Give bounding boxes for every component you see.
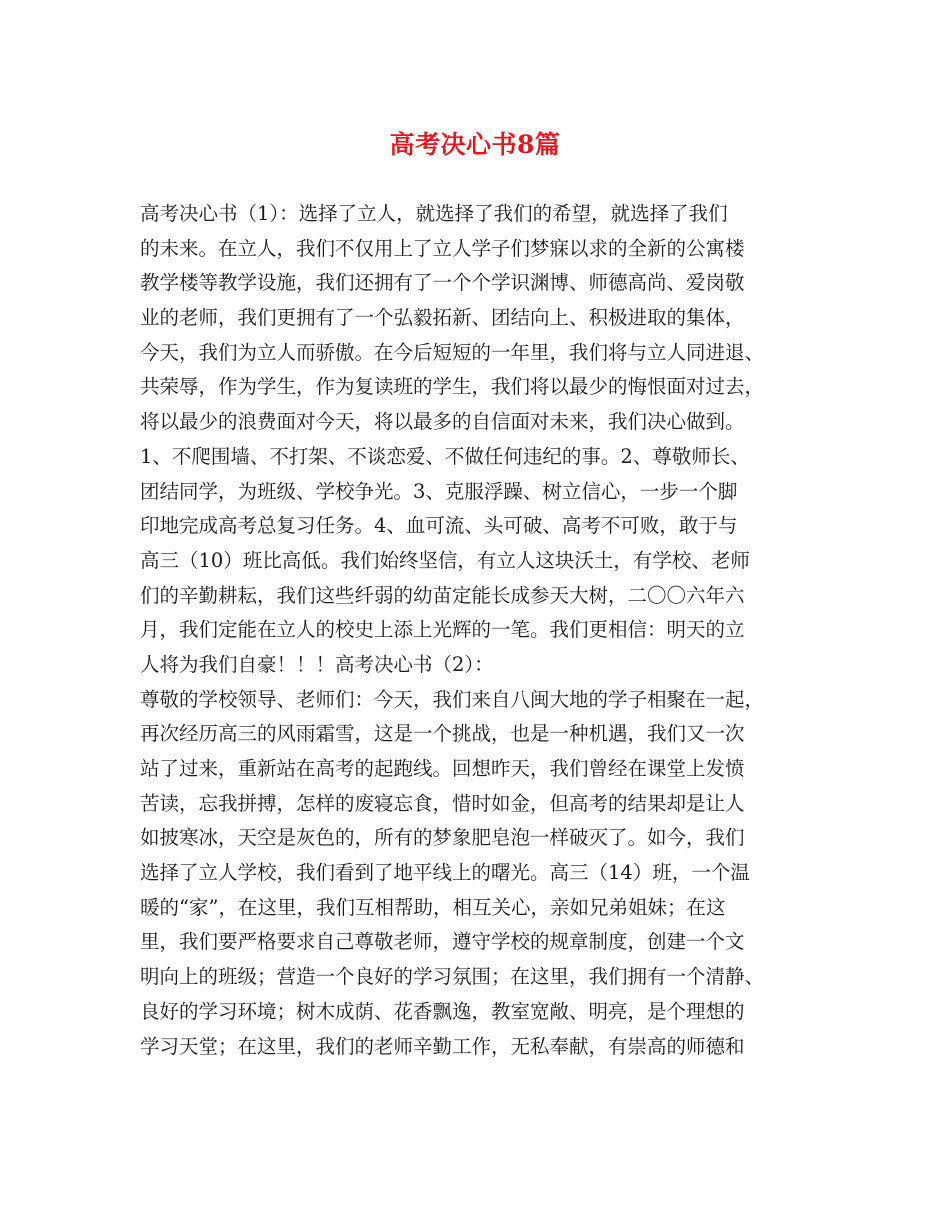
text-line: 的未来。在立人，我们不仅用上了立人学子们梦寐以求的全新的公寓楼	[140, 236, 745, 260]
document-title: 高考决心书8篇	[389, 130, 561, 159]
text-line: 共荣辱，作为学生，作为复读班的学生，我们将以最少的悔恨面对过去，	[140, 375, 765, 399]
text-line: 业的老师，我们更拥有了一个弘毅拓新、团结向上、积极进取的集体，	[140, 306, 745, 330]
text-line: 印地完成高考总复习任务。4、血可流、头可破、高考不可败，敢于与	[140, 514, 738, 538]
text-line: 良好的学习环境；树木成荫、花香飘逸，教室宽敞、明亮，是个理想的	[140, 999, 745, 1023]
text-line: 学习天堂；在这里，我们的老师辛勤工作，无私奉献，有崇高的师德和	[140, 1034, 745, 1058]
text-line: 暖的“家”，在这里，我们互相帮助，相互关心，亲如兄弟姐妹；在这	[140, 895, 726, 919]
text-line: 里，我们要严格要求自己尊敬老师，遵守学校的规章制度，创建一个文	[140, 930, 745, 954]
text-line: 团结同学，为班级、学校争光。3、克服浮躁、树立信心，一步一个脚	[140, 479, 738, 503]
text-line: 高三（10）班比高低。我们始终坚信，有立人这块沃土，有学校、老师	[140, 548, 750, 572]
text-line: 尊敬的学校领导、老师们：今天，我们来自八闽大地的学子相聚在一起，	[140, 687, 765, 711]
text-line: 人将为我们自豪！！！高考决心书（2）：	[140, 652, 494, 676]
text-line: 月，我们定能在立人的校史上添上光辉的一笔。我们更相信：明天的立	[140, 618, 745, 642]
text-line: 将以最少的浪费面对今天，将以最多的自信面对未来，我们决心做到。	[140, 410, 745, 434]
text-line: 教学楼等教学设施，我们还拥有了一个个学识渊博、师德高尚、爱岗敬	[140, 271, 745, 295]
text-line: 再次经历高三的风雨霜雪，这是一个挑战，也是一种机遇，我们又一次	[140, 722, 745, 746]
text-line: 选择了立人学校，我们看到了地平线上的曙光。高三（14）班，一个温	[140, 861, 750, 885]
text-line: 高考决心书（1）：选择了立人，就选择了我们的希望，就选择了我们	[140, 202, 728, 225]
text-line: 站了过来，重新站在高考的起跑线。回想昨天，我们曾经在课堂上发愤	[140, 757, 745, 780]
text-line: 如披寒冰，天空是灰色的，所有的梦象肥皂泡一样破灭了。如今，我们	[140, 826, 745, 850]
document-body	[140, 197, 840, 1064]
text-line: 们的辛勤耕耘，我们这些纤弱的幼苗定能长成参天大树，二〇〇六年六	[140, 583, 745, 607]
text-line: 今天，我们为立人而骄傲。在今后短短的一年里，我们将与立人同进退、	[140, 340, 765, 364]
text-line: 1、不爬围墙、不打架、不谈恋爱、不做任何违纪的事。2、尊敬师长、	[140, 444, 750, 468]
text-line: 苦读，忘我拼搏，怎样的废寝忘食，惜时如金，但高考的结果却是让人	[140, 791, 745, 815]
text-line: 明向上的班级；营造一个良好的学习氛围；在这里，我们拥有一个清静、	[140, 965, 765, 989]
